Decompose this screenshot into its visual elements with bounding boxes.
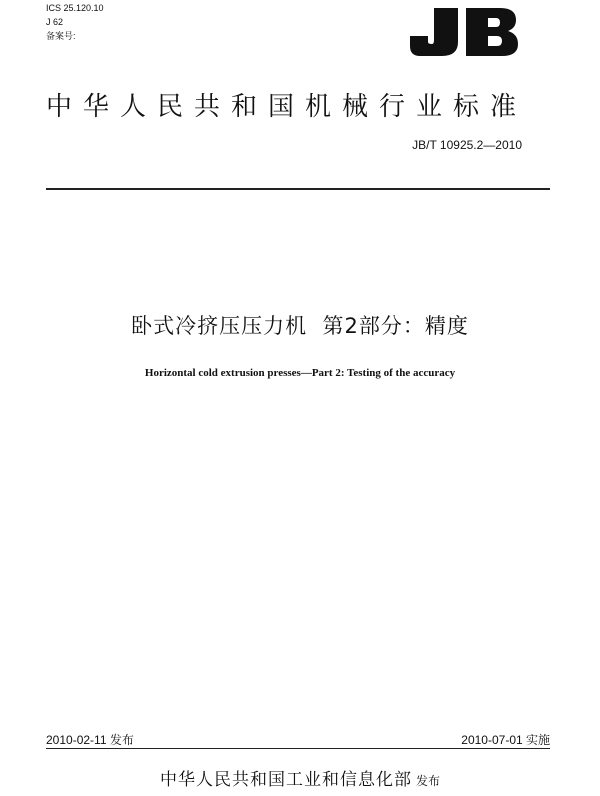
publisher-suffix: 发布: [415, 774, 440, 788]
ics-code: ICS 25.120.10: [46, 3, 104, 13]
industry-standard-title: 中华人民共和国机械行业标准: [46, 92, 528, 122]
document-title-english: Horizontal cold extrusion presses—Part 2: Testing of the accuracy: [144, 367, 456, 379]
classification-code: J 62: [46, 17, 64, 27]
issue-date: 2010-02-11 发布: [46, 733, 134, 747]
record-number-label: 备案号:: [46, 31, 76, 41]
footer-divider: [46, 748, 550, 749]
publisher-line: [0, 765, 600, 790]
publisher-name: 中华人民共和国工业和信息化部: [159, 770, 412, 790]
implementation-date: 2010-07-01 实施: [461, 733, 550, 747]
jb-logo: [408, 6, 520, 58]
document-title-chinese: 卧式冷挤压压力机 第2部分：精度: [131, 314, 469, 338]
header-divider: [46, 188, 550, 190]
standard-number: JB/T 10925.2—2010: [412, 138, 522, 152]
